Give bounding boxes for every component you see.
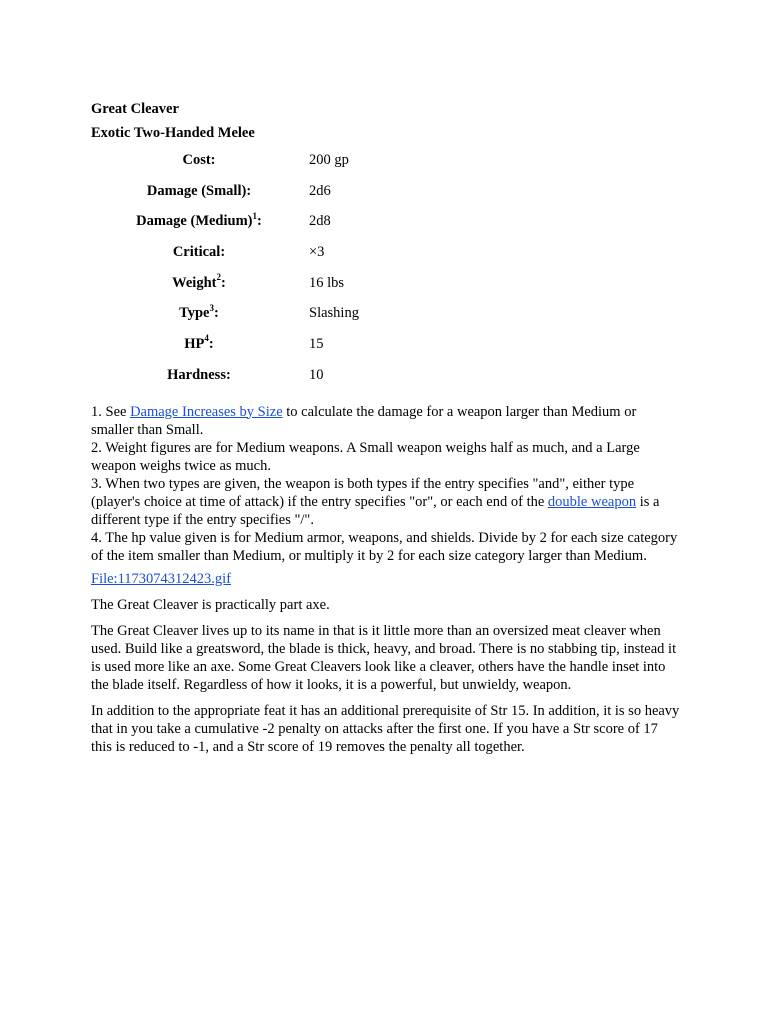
body-paragraph: The Great Cleaver lives up to its name in that is it little more than an oversized meat cleaver when used. Build like a greatsword, the blade is thick, heavy, and broad. There is no stabbing tip, instead it is used more like an axe. Some Great Cleavers look like a cleaver, others have the handle inset into the blade itself. Regardless of how it looks, it is a powerful, but unwieldy, weapon.: [91, 622, 677, 693]
stats-row-damage-medium: [91, 212, 359, 243]
stats-row-hp: [91, 335, 359, 366]
footnotes: [91, 403, 681, 565]
stat-value: 2d6: [309, 182, 331, 199]
stat-label: Damage (Medium)$^1$:: [136, 210, 262, 230]
stats-row-type: [91, 304, 359, 335]
footnote-marker: 3: [209, 302, 214, 313]
stats-row-hardness: [91, 366, 359, 397]
stat-label: Hardness:: [167, 366, 231, 383]
document-content: [91, 99, 681, 764]
stat-value: 15: [309, 336, 324, 353]
footnote-2: 2. Weight figures are for Medium weapons. A Small weapon weighs half as much, and a Large weapon weighs twice as much.: [91, 439, 640, 474]
footnote-marker: 1: [252, 210, 258, 221]
stat-value: ×3: [309, 244, 325, 261]
stats-row-critical: [91, 243, 359, 274]
stat-label: Damage (Small):: [146, 182, 252, 199]
weapon-stats-table: [91, 151, 359, 397]
stat-value: 200 gp: [309, 152, 349, 168]
footnote-marker: 2: [216, 271, 221, 282]
stat-label: Type$^3$:: [179, 302, 219, 322]
footnote-4: 4. The hp value given is for Medium armor, weapons, and shields. Divide by 2 for each size category of the item smaller than Medium, or multiply it by 2 for each size category larger than Medium.: [91, 529, 678, 564]
stats-row-damage-small: [91, 182, 359, 213]
body-paragraph: In addition to the appropriate feat it has an additional prerequisite of Str 15. In addition, it is so heavy that in you take a cumulative -2 penalty on attacks after the first one. If you have a Str score of 17 this is reduced to -1, and a Str score of 19 removes the penalty all together.: [91, 702, 680, 755]
stat-value: Slashing: [309, 305, 359, 322]
stats-row-cost: [91, 151, 359, 182]
stat-label: Weight$^2$:: [172, 271, 226, 291]
stat-value: 16 lbs: [309, 274, 345, 291]
stat-label: $HP^4$:: [184, 333, 214, 353]
double-weapon-link[interactable]: double weapon: [547, 493, 637, 510]
body-paragraph: The Great Cleaver is practically part axe.: [91, 596, 330, 613]
stat-label: Critical:: [172, 244, 226, 261]
stat-value: 2d8: [309, 213, 331, 230]
page-subtitle: Exotic Two-Handed Melee: [91, 125, 255, 141]
footnote-1: 1. See Damage Increases by Size to calculate the damage for a weapon larger than Medium or smaller than Small.: [91, 403, 637, 438]
stat-value: 10: [309, 366, 324, 383]
stat-label: Cost:: [182, 152, 216, 168]
image-file-link[interactable]: File:1173074312423.gif: [91, 570, 232, 587]
page-title: Great Cleaver: [91, 101, 179, 117]
footnote-marker: 4: [204, 333, 209, 344]
stats-row-weight: [91, 274, 359, 305]
damage-increases-link[interactable]: Damage Increases by Size: [130, 403, 283, 420]
footnote-3: 3. When two types are given, the weapon is both types if the entry specifies "and", either type (player's choice at time of attack) if the entry specifies "or", or each end of the double weapon is a different type if the entry specifies "/".: [91, 475, 660, 528]
